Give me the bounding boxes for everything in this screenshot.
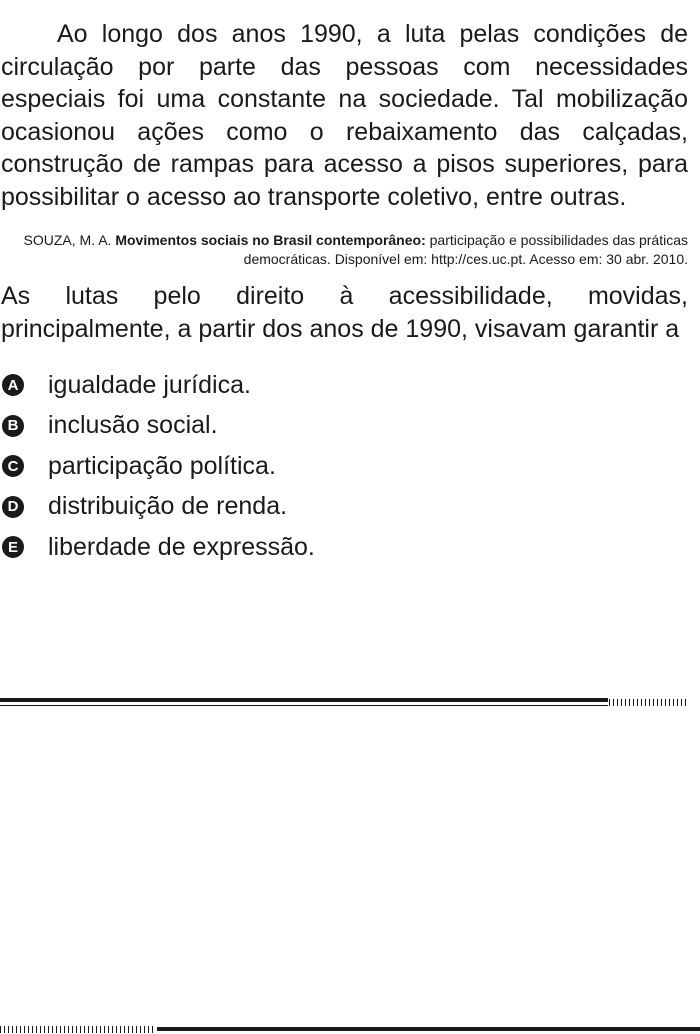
- divider-ticks-bottom: [0, 1026, 156, 1033]
- option-e[interactable]: [1, 527, 688, 568]
- option-d-letter-icon: D: [2, 496, 24, 518]
- citation-title: Movimentos sociais no Brasil contemporâneo:: [115, 232, 426, 248]
- option-e-letter-icon: E: [2, 536, 24, 558]
- divider-thick-line: [0, 698, 608, 702]
- option-b-text: inclusão social.: [48, 411, 218, 440]
- question-block: [1, 18, 688, 568]
- option-a-text: igualdade jurídica.: [48, 370, 251, 399]
- option-e-text: liberdade de expressão.: [48, 532, 315, 561]
- support-text: Ao longo dos anos 1990, a luta pelas condições de circulação por parte das pessoas com necessidades especiais foi uma constante na sociedade. Tal mobilização ocasionou ações como o rebaixamento das calçadas, construção de rampas para acesso a pisos superiores, para possibilitar o acesso ao transporte coletivo, entre outras.: [1, 20, 688, 211]
- answer-options: [1, 365, 688, 568]
- section-divider-bottom: [157, 1027, 700, 1031]
- citation-details: participação e possibilidades das práticas democráticas. Disponível em: http://ces.uc.pt. Acesso em: 30 abr. 2010.: [243, 232, 688, 267]
- option-c[interactable]: [1, 446, 688, 487]
- divider-thin-line: [0, 705, 608, 706]
- option-a[interactable]: [1, 365, 688, 406]
- section-divider-top: [0, 698, 608, 707]
- option-b-letter-icon: B: [2, 415, 24, 437]
- option-d[interactable]: [1, 487, 688, 528]
- option-c-letter-icon: C: [2, 455, 24, 477]
- citation-author: SOUZA, M. A.: [23, 232, 112, 248]
- option-a-letter-icon: A: [2, 374, 24, 396]
- question-prompt: As lutas pelo direito à acessibilidade, movidas, principalmente, a partir dos anos de 1990, visavam garantir a: [1, 282, 688, 343]
- option-d-text: distribuição de renda.: [48, 492, 288, 521]
- citation: [1, 231, 688, 269]
- option-c-text: participação política.: [48, 451, 276, 480]
- option-b[interactable]: [1, 406, 688, 447]
- divider-ticks-top: [609, 699, 689, 706]
